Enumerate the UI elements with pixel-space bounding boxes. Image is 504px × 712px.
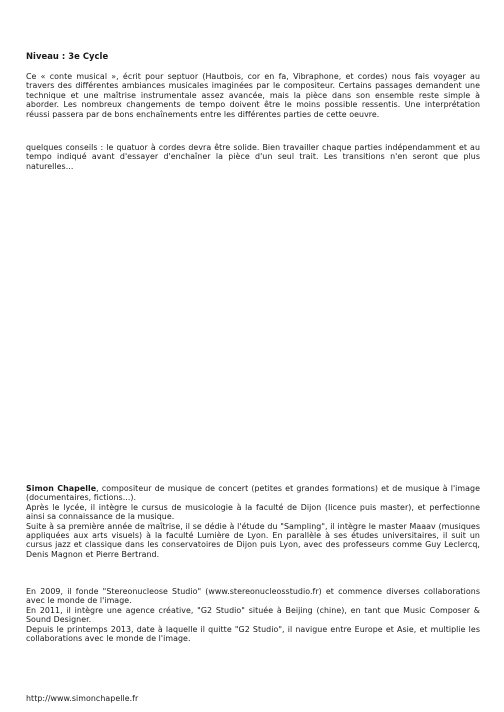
career-section	[26, 587, 480, 643]
career-paragraph-2013: Depuis le printemps 2013, date à laquelle il quitte "G2 Studio", il navigue entre Europe et Asie, et multiplie les collaborations avec le monde de l'image.	[26, 624, 480, 644]
bio-intro-text: , compositeur de musique de concert (petites et grandes formations) et de musique à l'image (documentaires, fictions...).	[26, 484, 480, 503]
website-url[interactable]: http://www.simonchapelle.fr	[26, 694, 139, 703]
website-link[interactable]	[26, 694, 480, 703]
intro-paragraph: Ce « conte musical », écrit pour septuor (Hautbois, cor en fa, Vibraphone, et cordes) nous fais voyager au travers des différentes ambiances musicales imaginées par le compositeur. Certains passages demandent une technique et une maîtrise instrumentale assez avancée, mais la pièce dans son ensemble reste simple à aborder. Les nombreux changements de tempo doivent être le moins possible ressentis. Une interprétation réussi passera par de bons enchaînements entre les différentes parties de cette oeuvre.	[26, 72, 480, 119]
level-heading: Niveau : 3e Cycle	[26, 51, 109, 61]
career-paragraph-2009: En 2009, il fonde "Stereonucleose Studio" (www.stereonucleosstudio.fr) et commence diverses collaborations avec le monde de l'image.	[26, 587, 480, 606]
bio-paragraph-intro	[26, 484, 480, 503]
career-paragraph-2011: En 2011, il intègre une agence créative, "G2 Studio" située à Beijing (chine), en tant que Music Composer & Sound Designer.	[26, 605, 480, 625]
bio-paragraph-sampling: Suite à sa première année de maîtrise, il se dédie à l'étude du "Sampling", il intègre le master Maaav (musiques appliquées aux arts visuels) à la faculté Lumière de Lyon. En parallèle à ses études universitaires, il suit un cursus jazz et classique dans les conservatoires de Dijon puis Lyon, avec des professeurs comme Guy Leclercq, Denis Magnon et Pierre Bertrand.	[26, 521, 480, 559]
advice-paragraph: quelques conseils : le quatuor à cordes devra être solide. Bien travailler chaque parties indépendamment et au tempo indiqué avant d'essayer d'enchaîner la pièce d'un seul trait. Les transitions n'en seront que plus naturelles...	[26, 143, 480, 171]
biography-section	[26, 484, 480, 559]
bio-paragraph-studies: Après le lycée, il intègre le cursus de musicologie à la faculté de Dijon (licence puis master), et perfectionne ainsi sa connaissance de la musique.	[26, 502, 480, 522]
composer-name: Simon Chapelle	[26, 484, 97, 493]
